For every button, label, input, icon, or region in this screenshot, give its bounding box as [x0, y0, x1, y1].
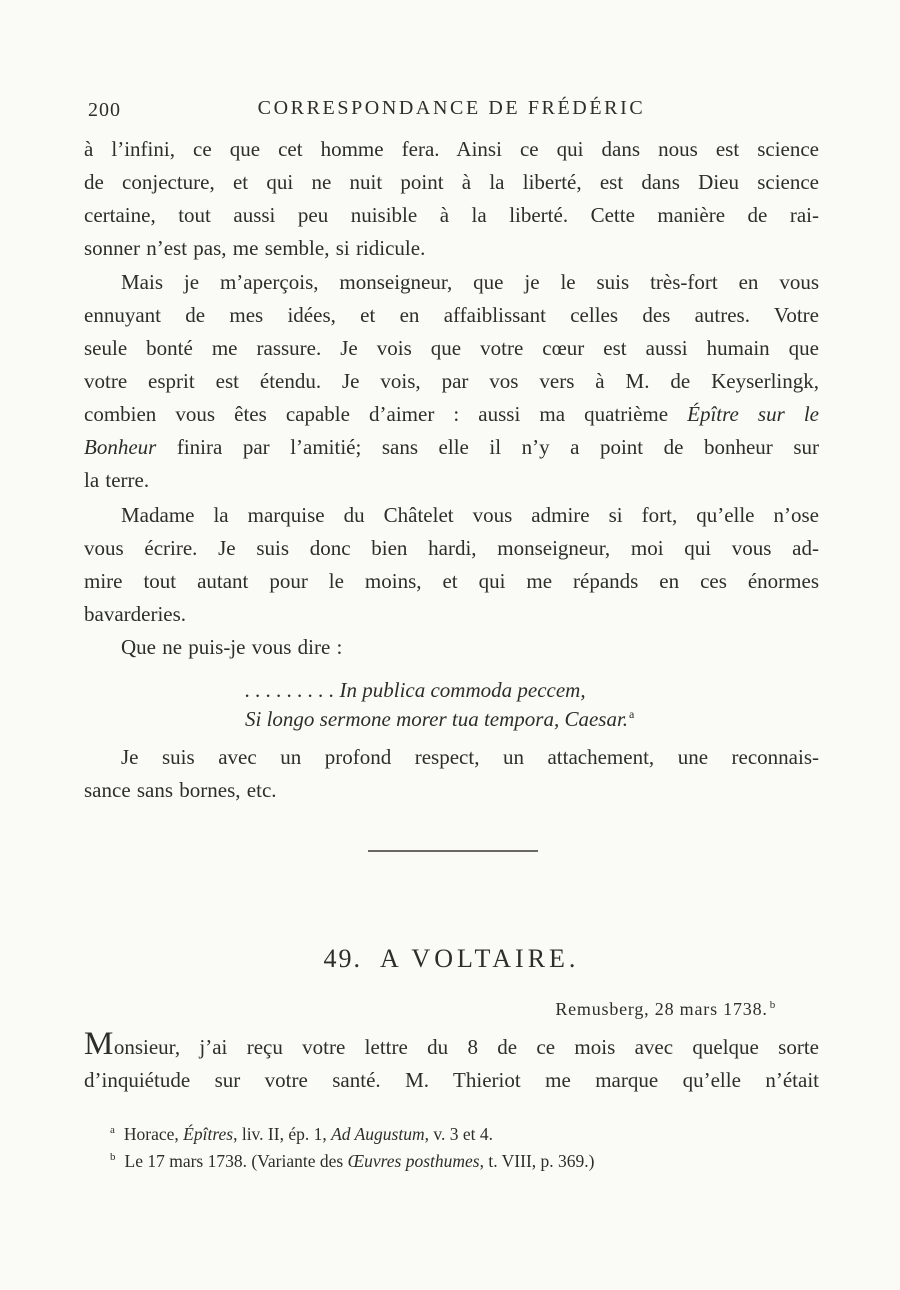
paragraph-continuation	[84, 133, 819, 265]
text-run: finira par l’amitié; sans elle il n’y a point de bonheur sur	[156, 435, 819, 459]
text-line	[84, 199, 819, 232]
text-run: mire tout autant pour le moins, et qui me répands en ces énormes	[84, 569, 819, 593]
paragraph-apercois	[84, 266, 819, 497]
text-line	[84, 598, 819, 631]
text-run: Je suis avec un profond respect, un attachement, une reconnais-	[121, 745, 819, 769]
section-divider	[368, 850, 538, 852]
footnote-marker: a	[629, 707, 635, 721]
text-line	[84, 232, 819, 265]
page-number: 200	[88, 99, 121, 121]
text-line	[84, 741, 819, 774]
text-run: Œuvres posthumes	[347, 1151, 480, 1171]
running-header	[84, 97, 819, 123]
text-run: Épîtres	[183, 1124, 234, 1144]
paragraph-marquise	[84, 499, 819, 631]
text-run: ennuyant de mes idées, et en affaiblissant celles des autres. Votre	[84, 303, 819, 327]
text-run: Épître sur le	[687, 402, 819, 426]
text-run: Mais je m’aperçois, monseigneur, que je le suis très-fort en vous	[121, 270, 819, 294]
footnote-marker: a	[110, 1124, 115, 1137]
footnotes	[110, 1121, 810, 1175]
text-run: la terre.	[84, 468, 150, 492]
text-line	[245, 705, 634, 734]
text-run: , liv. II, ép. 1,	[233, 1124, 332, 1144]
text-line	[84, 565, 819, 598]
text-line	[555, 997, 776, 1021]
footnote-marker: b	[110, 1151, 116, 1164]
text-run: onsieur, j’ai reçu votre lettre du 8 de ce mois avec quelque sorte	[113, 1035, 819, 1059]
text-run: Remusberg, 28 mars 1738.	[555, 999, 768, 1019]
text-run: Bonheur	[84, 435, 157, 459]
text-run: Le 17 mars 1738. (Variante des	[124, 1151, 348, 1171]
text-run: Que ne puis-je vous dire :	[121, 635, 343, 659]
text-line	[84, 166, 819, 199]
text-run: Ad Augustum	[331, 1124, 425, 1144]
footnote-marker: b	[769, 999, 776, 1011]
drop-initial: M	[84, 1026, 114, 1062]
letter-title: A VOLTAIRE.	[380, 944, 580, 973]
text-line	[84, 532, 819, 565]
text-run: vous écrire. Je suis donc bien hardi, monseigneur, moi qui vous ad-	[84, 536, 819, 560]
text-run: Si longo sermone morer tua tempora, Caesar.	[245, 707, 629, 731]
text-run: votre esprit est étendu. Je vois, par vos vers à M. de Keyserlingk,	[84, 369, 819, 393]
text-run: sance sans bornes, etc.	[84, 778, 277, 802]
text-line	[84, 266, 819, 299]
text-line	[84, 398, 819, 431]
text-run: . . . . . . . . . In publica commoda peccem,	[245, 678, 586, 702]
text-run: à l’infini, ce que cet homme fera. Ainsi ce qui dans nous est science	[84, 137, 819, 161]
opening-paragraph	[84, 1026, 819, 1097]
text-line	[110, 1148, 810, 1175]
closing-paragraph	[84, 741, 819, 807]
text-run: d’inquiétude sur votre santé. M. Thieriot me marque qu’elle n’était	[84, 1068, 819, 1092]
text-line	[84, 1026, 819, 1064]
running-title: CORRESPONDANCE DE FRÉDÉRIC	[257, 97, 646, 119]
paragraph-que-ne-puis-je	[84, 631, 819, 664]
text-run: , t. VIII, p. 369.)	[479, 1151, 595, 1171]
text-run: de conjecture, et qui ne nuit point à la liberté, est dans Dieu science	[84, 170, 819, 194]
verse-quote	[245, 676, 634, 734]
text-run: combien vous êtes capable d’aimer : aussi ma quatrième	[84, 402, 688, 426]
text-run: bavarderies.	[84, 602, 187, 626]
letter-number: 49.	[323, 944, 363, 973]
text-line	[84, 631, 819, 664]
dateline	[555, 997, 776, 1021]
letter-heading	[84, 942, 819, 976]
text-line	[110, 1121, 810, 1148]
text-run: seule bonté me rassure. Je vois que votre cœur est aussi humain que	[84, 336, 819, 360]
text-run: , v. 3 et 4.	[424, 1124, 493, 1144]
text-line	[84, 299, 819, 332]
text-line	[84, 332, 819, 365]
text-line	[84, 431, 819, 464]
text-line	[84, 774, 819, 807]
text-run: sonner n’est pas, me semble, si ridicule.	[84, 236, 426, 260]
text-line	[84, 365, 819, 398]
text-line	[84, 133, 819, 166]
text-line	[84, 499, 819, 532]
text-line	[84, 464, 819, 497]
text-run: Horace,	[123, 1124, 184, 1144]
text-run: certaine, tout aussi peu nuisible à la liberté. Cette manière de rai-	[84, 203, 819, 227]
text-line	[245, 676, 634, 705]
text-line	[84, 1064, 819, 1097]
text-run: Madame la marquise du Châtelet vous admire si fort, qu’elle n’ose	[121, 503, 819, 527]
